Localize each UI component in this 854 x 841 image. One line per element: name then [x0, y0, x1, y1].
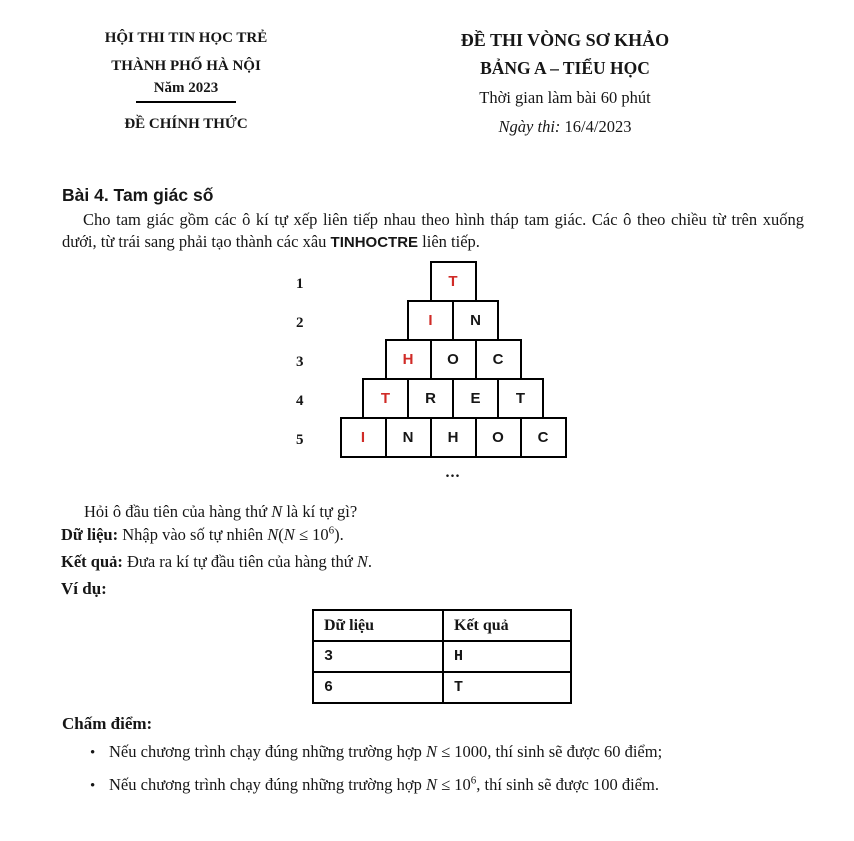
- output-text: Đưa ra kí tự đầu tiên của hàng thứ: [122, 552, 357, 571]
- example-table: [312, 609, 572, 704]
- input-constraint: ≤ 10: [294, 525, 329, 544]
- example-col-input-header: Dữ liệu: [313, 610, 443, 641]
- intro-keyword: TINHOCTRE: [330, 234, 419, 251]
- exam-date: [430, 117, 700, 137]
- exam-duration: Thời gian làm bài 60 phút: [479, 88, 651, 107]
- letter-pyramid: [26, 261, 854, 482]
- pyramid-row-cells: [26, 261, 854, 302]
- problem-intro: [62, 209, 804, 254]
- pyramid-row: [26, 378, 854, 417]
- problem-title: Bài 4. Tam giác số: [62, 185, 214, 205]
- bullet2-mid: ≤ 10: [436, 775, 471, 794]
- pyramid-cell: R: [407, 378, 454, 419]
- output-spec-line: [61, 552, 372, 572]
- pyramid-cell: T: [362, 378, 409, 419]
- contest-name: HỘI THI TIN HỌC TRẺ: [104, 30, 268, 46]
- input-exponent: 6: [328, 524, 335, 537]
- question-pre: Hỏi ô đầu tiên của hàng thứ: [84, 502, 272, 521]
- bullet-dot-icon: •: [90, 778, 96, 794]
- example-output-value: T: [443, 672, 571, 703]
- pyramid-ellipsis: ...: [445, 464, 461, 481]
- pyramid-cell: H: [430, 417, 477, 458]
- bullet1-post: ≤ 1000, thí sinh sẽ được 60 điểm;: [436, 742, 663, 761]
- exam-date-label: Ngày thi:: [498, 117, 561, 136]
- input-spec-line: [61, 525, 344, 545]
- pyramid-cell: N: [452, 300, 499, 341]
- pyramid-cell: E: [452, 378, 499, 419]
- input-label: Dữ liệu:: [61, 525, 119, 544]
- pyramid-row-number: 2: [296, 315, 304, 331]
- bullet2-exponent: 6: [470, 774, 477, 787]
- bullet2-pre: Nếu chương trình chạy đúng những trường hợp: [109, 775, 426, 794]
- pyramid-row-number: 1: [296, 276, 304, 292]
- example-col-output-header: Kết quả: [443, 610, 571, 641]
- question-var-n: N: [271, 502, 283, 521]
- scoring-bullet-1: [90, 742, 662, 762]
- exam-round-title: ĐỀ THI VÒNG SƠ KHẢO: [460, 30, 670, 50]
- pyramid-row-cells: [26, 339, 854, 380]
- official-exam-label: ĐỀ CHÍNH THỨC: [124, 116, 248, 132]
- input-paren-open: (: [278, 525, 284, 544]
- pyramid-row-cells: [26, 417, 854, 458]
- intro-text-1: Cho tam giác gồm các ô kí tự xếp liên tiếp nhau theo hình tháp tam giác. Các ô theo chiều từ trên xuống dưới, từ trái sang phải tạo thành các xâu: [62, 210, 804, 251]
- bullet2-var-n: N: [425, 775, 437, 794]
- bullet1-pre: Nếu chương trình chạy đúng những trường hợp: [109, 742, 426, 761]
- pyramid-cell: N: [385, 417, 432, 458]
- output-label: Kết quả:: [61, 552, 123, 571]
- pyramid-row: [26, 339, 854, 378]
- input-var-n2: N: [283, 525, 295, 544]
- contest-year-text: Năm 2023: [136, 80, 237, 103]
- bullet-dot-icon: •: [90, 745, 96, 761]
- intro-text-2: liên tiếp.: [418, 232, 480, 251]
- pyramid-row-number: 4: [296, 393, 304, 409]
- pyramid-cell: I: [340, 417, 387, 458]
- pyramid-row-cells: [26, 378, 854, 419]
- pyramid-rows: [26, 261, 854, 456]
- example-table-row: [313, 641, 571, 672]
- input-text: Nhập vào số tự nhiên: [118, 525, 268, 544]
- question-post: là kí tự gì?: [282, 502, 358, 521]
- pyramid-row: [26, 261, 854, 300]
- output-var-n: N: [356, 552, 368, 571]
- output-period: .: [367, 552, 372, 571]
- pyramid-cell: T: [430, 261, 477, 302]
- example-output-value: H: [443, 641, 571, 672]
- example-input-value: 6: [313, 672, 443, 703]
- contest-year: [58, 80, 314, 103]
- example-input-value: 3: [313, 641, 443, 672]
- pyramid-cell: H: [385, 339, 432, 380]
- pyramid-row: [26, 417, 854, 456]
- pyramid-row-cells: [26, 300, 854, 341]
- contest-city: THÀNH PHỐ HÀ NỘI: [111, 58, 261, 74]
- scoring-label: Chấm điểm:: [62, 714, 153, 733]
- example-label: Ví dụ:: [61, 579, 107, 598]
- input-paren-close: ).: [334, 525, 344, 544]
- scoring-bullet-2: [90, 775, 659, 795]
- pyramid-row-number: 3: [296, 354, 304, 370]
- pyramid-row: [26, 300, 854, 339]
- pyramid-row-number: 5: [296, 432, 304, 448]
- pyramid-cell: I: [407, 300, 454, 341]
- exam-group-title: BẢNG A – TIỂU HỌC: [480, 58, 650, 78]
- pyramid-cell: T: [497, 378, 544, 419]
- exam-date-value: 16/4/2023: [560, 117, 632, 136]
- bullet2-post: , thí sinh sẽ được 100 điểm.: [476, 775, 659, 794]
- example-table-header-row: [313, 610, 571, 641]
- question-line: [84, 502, 357, 522]
- pyramid-cell: C: [475, 339, 522, 380]
- bullet1-var-n: N: [425, 742, 437, 761]
- input-var-n1: N: [267, 525, 279, 544]
- pyramid-cell: O: [475, 417, 522, 458]
- example-table-row: [313, 672, 571, 703]
- pyramid-cell: O: [430, 339, 477, 380]
- pyramid-cell: C: [520, 417, 567, 458]
